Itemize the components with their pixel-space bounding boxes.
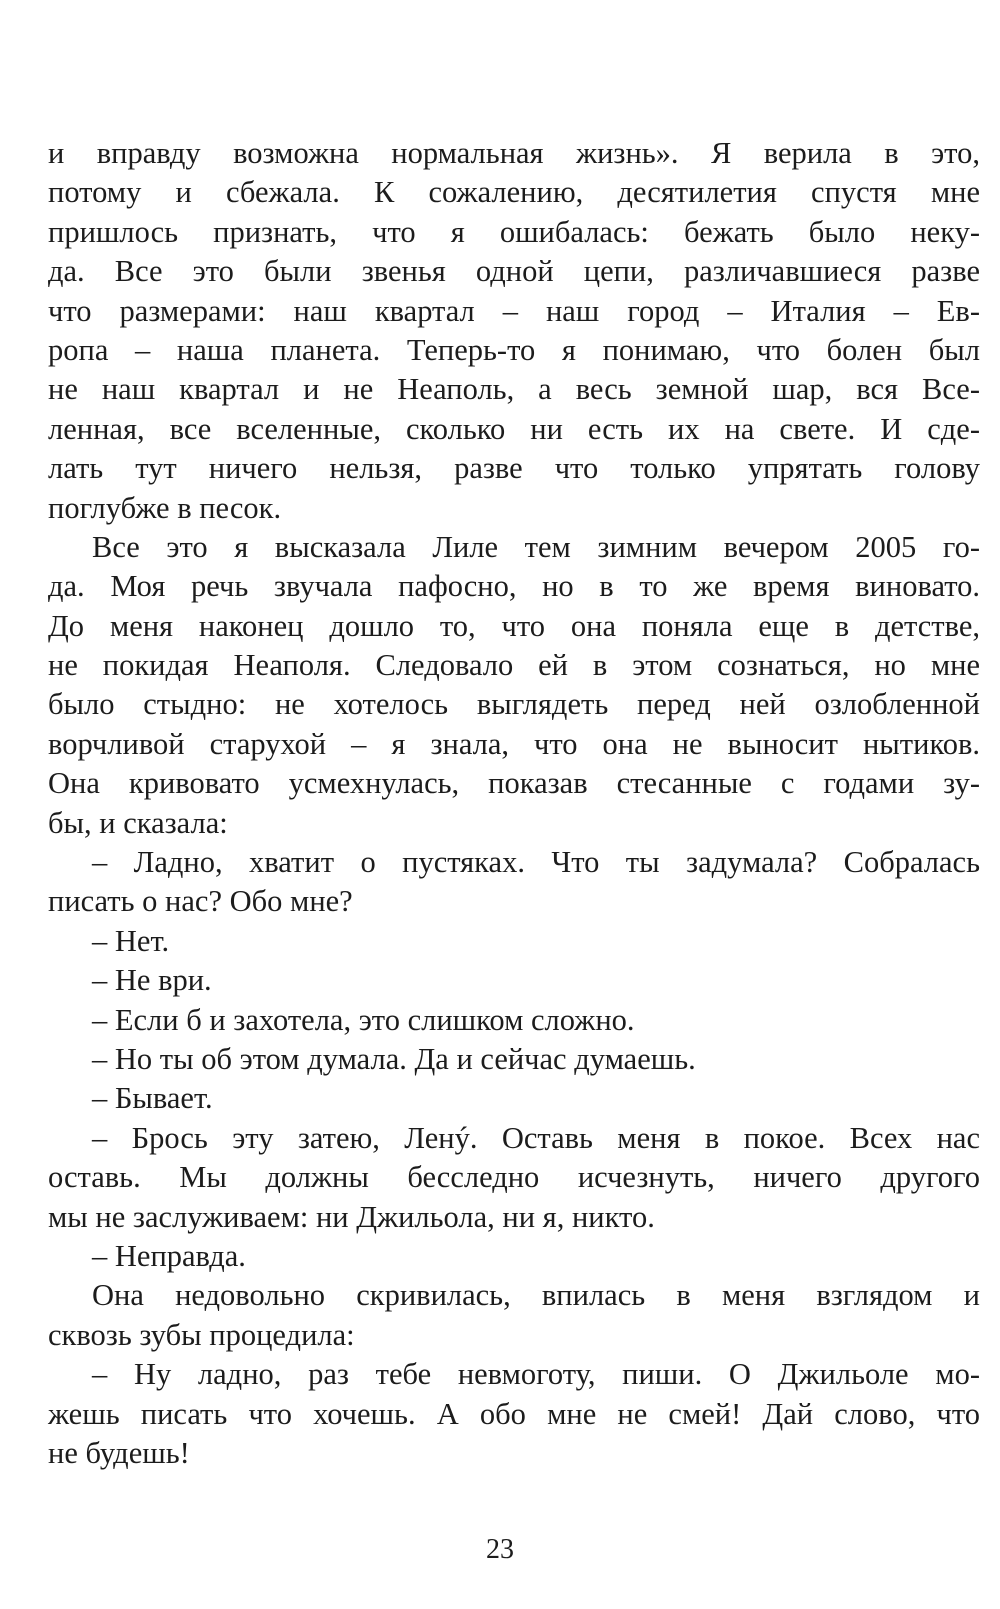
text-line: – Нет.	[92, 923, 170, 958]
text-line: Она кривовато усмехнулась, показав стесанные с годами зу-	[48, 766, 980, 801]
text-line: не наш квартал и не Неаполь, а весь земной шар, вся Все-	[48, 372, 980, 407]
text-line: – Не ври.	[92, 963, 212, 998]
text-line: – Ну ладно, раз тебе невмоготу, пиши. О Джильоле мо-	[92, 1357, 980, 1392]
text-line: не будешь!	[48, 1435, 190, 1470]
text-line: До меня наконец дошло то, что она поняла еще в детстве,	[48, 608, 980, 643]
text-line: ленная, все вселенные, сколько ни есть их на свете. И сде-	[48, 411, 980, 446]
text-line: писать о нас? Обо мне?	[48, 884, 353, 919]
text-line: мы не заслуживаем: ни Джильола, ни я, никто.	[48, 1199, 655, 1234]
text-line: поглубже в песок.	[48, 490, 282, 525]
text-line: было стыдно: не хотелось выглядеть перед ней озлобленной	[48, 687, 980, 722]
text-line: – Неправда.	[92, 1238, 246, 1273]
text-line: да. Моя речь звучала пафосно, но в то же время виновато.	[48, 569, 980, 604]
text-line: ропа – наша планета. Теперь-то я понимаю, что болен был	[48, 332, 980, 367]
text-line: Все это я высказала Лиле тем зимним вечером 2005 го-	[92, 529, 980, 564]
text-line: пришлось признать, что я ошибалась: бежать было неку-	[48, 214, 980, 249]
page-number: 23	[486, 1534, 514, 1565]
text-line: – Ладно, хватит о пустяках. Что ты задумала? Собралась	[92, 845, 980, 880]
text-line: оставь. Мы должны бесследно исчезнуть, ничего другого	[48, 1160, 980, 1195]
text-line: и вправду возможна нормальная жизнь». Я верила в это,	[48, 136, 980, 170]
text-line: лать тут ничего нельзя, разве что только упрятать голову	[48, 451, 980, 486]
text-line: да. Все это были звенья одной цепи, различавшиеся разве	[48, 254, 980, 289]
text-line: – Брось эту затею, Ленý. Оставь меня в покое. Всех нас	[92, 1120, 980, 1155]
text-line: – Если б и захотела, это слишком сложно.	[92, 1002, 635, 1037]
text-line: Она недовольно скривилась, впилась в меня взглядом и	[92, 1278, 980, 1313]
text-line: жешь писать что хочешь. А обо мне не смей! Дай слово, что	[48, 1396, 980, 1431]
text-line: потому и сбежала. К сожалению, десятилетия спустя мне	[48, 175, 980, 210]
text-line: сквозь зубы процедила:	[48, 1317, 355, 1352]
text-line: что размерами: наш квартал – наш город – Италия – Ев-	[48, 293, 980, 328]
text-line: бы, и сказала:	[48, 805, 228, 840]
text-line: ворчливой старухой – я знала, что она не выносит нытиков.	[48, 726, 980, 761]
text-line: – Бывает.	[92, 1081, 213, 1116]
text-line: – Но ты об этом думала. Да и сейчас думаешь.	[92, 1041, 696, 1076]
text-line: не покидая Неаполя. Следовало ей в этом сознаться, но мне	[48, 648, 980, 683]
page-body-text	[48, 134, 980, 1473]
